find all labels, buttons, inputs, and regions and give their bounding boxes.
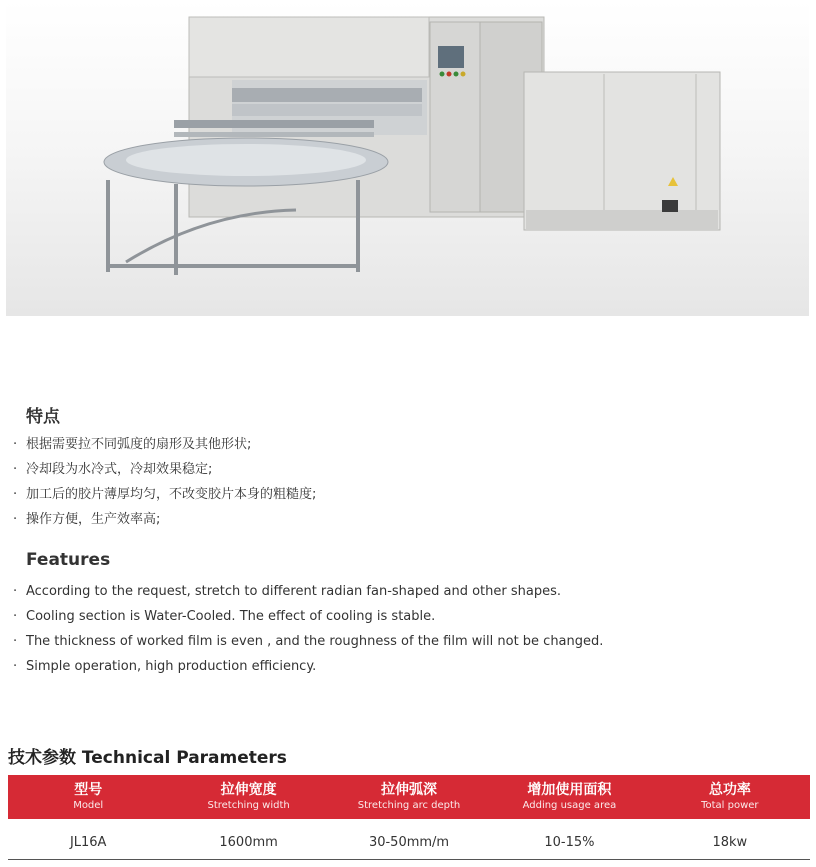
list-item: · The thickness of worked film is even , and the roughness of the film will not be changed. bbox=[13, 634, 604, 649]
list-item: · 加工后的胶片薄厚均匀，不改变胶片本身的粗糙度; bbox=[13, 487, 317, 502]
features-en-list bbox=[10, 583, 603, 683]
list-item: · 冷却段为水冷式，冷却效果稳定; bbox=[13, 462, 213, 477]
features-cn-list bbox=[10, 436, 316, 536]
list-item: · 操作方便，生产效率高; bbox=[13, 512, 161, 527]
params-title: 技术参数 Technical Parameters bbox=[8, 748, 287, 768]
features-cn-title: 特点 bbox=[26, 407, 60, 427]
table-row bbox=[8, 819, 810, 860]
list-item: · 根据需要拉不同弧度的扇形及其他形状; bbox=[13, 437, 252, 452]
list-item: · According to the request, stretch to different radian fan-shaped and other shapes. bbox=[13, 584, 562, 599]
header-usage-area: 增加使用面积 Adding usage area bbox=[522, 781, 617, 811]
header-model: 型号 Model bbox=[73, 781, 104, 811]
header-total-power: 总功率 Total power bbox=[701, 781, 759, 811]
cell-usage-area: 10-15% bbox=[544, 835, 595, 850]
cell-arc-depth: 30-50mm/m bbox=[368, 835, 450, 850]
table-header bbox=[8, 775, 810, 819]
list-item: · Cooling section is Water-Cooled. The effect of cooling is stable. bbox=[13, 609, 436, 624]
stretching-machine-photo-icon bbox=[6, 0, 809, 316]
header-arc-depth: 拉伸弧深 Stretching arc depth bbox=[357, 781, 461, 811]
params-table bbox=[8, 775, 810, 860]
features-en-title: Features bbox=[26, 550, 111, 570]
cell-total-power: 18kw bbox=[712, 835, 748, 850]
product-photo bbox=[6, 0, 809, 316]
list-item: · Simple operation, high production efficiency. bbox=[13, 659, 317, 674]
cell-stretching-width: 1600mm bbox=[219, 835, 278, 850]
header-stretching-width: 拉伸宽度 Stretching width bbox=[207, 781, 290, 811]
cell-model: JL16A bbox=[69, 835, 107, 850]
